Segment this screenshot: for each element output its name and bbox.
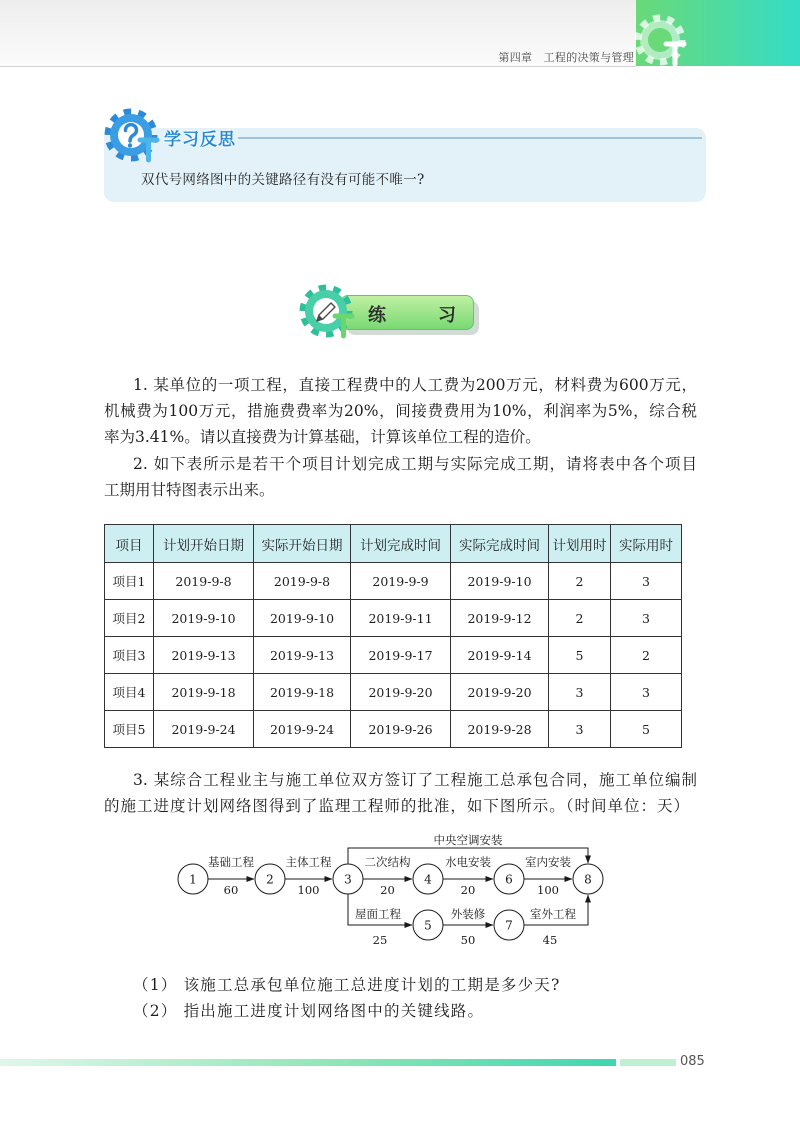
- table-header-cell: 实际开始日期: [254, 525, 351, 563]
- header-rule: [0, 66, 636, 67]
- node-6: [494, 864, 524, 894]
- gear-hub: [648, 28, 672, 52]
- footer-bar-end: [620, 1059, 676, 1066]
- table-cell: 2019-9-8: [154, 563, 254, 600]
- page-number: 085: [680, 1054, 705, 1069]
- table-row: [105, 600, 682, 637]
- table-body: [105, 563, 682, 748]
- activity-label: 基础工程: [208, 855, 254, 869]
- duration-label: 100: [297, 883, 320, 897]
- table-cell: 项目3: [105, 637, 154, 674]
- gear-icon: [632, 14, 692, 68]
- edge-5-7: [443, 907, 493, 947]
- reflection-title: 学习反思: [164, 130, 236, 150]
- table-cell: 2019-9-8: [254, 563, 351, 600]
- schedule-table: [104, 524, 682, 748]
- table-cell: 2019-9-24: [154, 711, 254, 748]
- node-number: 4: [424, 872, 432, 887]
- node-2: [255, 864, 285, 894]
- exercise-3-line: 的施工进度计划网络图得到了监理工程师的批准，如下图所示。（时间单位：天）: [104, 797, 689, 815]
- node-number: 6: [505, 872, 513, 887]
- node-number: 1: [189, 872, 197, 887]
- gear-question-icon: [100, 106, 164, 166]
- exercise-3-line: 3. 某综合工程业主与施工单位双方签订了工程施工总承包合同，施工单位编制: [133, 771, 697, 789]
- table-cell: 2019-9-28: [451, 711, 549, 748]
- table-row: [105, 637, 682, 674]
- table-cell: 3: [611, 674, 682, 711]
- activity-label: 水电安装: [445, 855, 491, 869]
- activity-label: 中央空调安装: [433, 833, 503, 847]
- duration-label: 20: [460, 883, 476, 897]
- chapter-title: 第四章 工程的决策与管理: [498, 51, 634, 64]
- table-header-cell: 计划开始日期: [154, 525, 254, 563]
- table-cell: 5: [549, 637, 611, 674]
- node-3: [333, 864, 363, 894]
- activity-label: 屋面工程: [355, 907, 401, 921]
- table-cell: 2019-9-26: [351, 711, 451, 748]
- table-cell: 项目4: [105, 674, 154, 711]
- table-cell: 2019-9-12: [451, 600, 549, 637]
- node-8: [573, 864, 603, 894]
- question-mark-dot: [128, 143, 132, 147]
- node-7: [494, 910, 524, 940]
- table-cell: 2019-9-10: [254, 600, 351, 637]
- edge-3-4: [363, 855, 412, 897]
- node-number: 7: [505, 918, 513, 933]
- duration-label: 45: [542, 933, 558, 947]
- exercise-1-line: 率为3.41%。请以直接费为计算基础，计算该单位工程的造价。: [104, 428, 541, 446]
- table-cell: 2019-9-20: [451, 674, 549, 711]
- duration-label: 60: [223, 883, 239, 897]
- table-cell: 3: [549, 711, 611, 748]
- activity-label: 主体工程: [285, 855, 332, 869]
- table-cell: 5: [611, 711, 682, 748]
- duration-label: 50: [460, 933, 476, 947]
- exercise-1-line: 1. 某单位的一项工程，直接工程费中的人工费为200万元，材料费为600万元，: [133, 376, 697, 394]
- table-header-cell: 项目: [105, 525, 154, 563]
- table-cell: 3: [611, 563, 682, 600]
- node-5: [413, 910, 443, 940]
- reflection-question: 双代号网络图中的关键路径有没有可能不唯一?: [141, 172, 425, 188]
- node-number: 8: [584, 872, 592, 887]
- table-header-row: [105, 525, 682, 563]
- table-cell: 项目2: [105, 600, 154, 637]
- table-cell: 2019-9-10: [154, 600, 254, 637]
- exercise-3: [104, 767, 697, 819]
- edge-1-2: [208, 855, 254, 897]
- table-cell: 2: [611, 637, 682, 674]
- network-diagram: [160, 828, 620, 950]
- duration-label: 20: [380, 883, 395, 897]
- table-cell: 2019-9-20: [351, 674, 451, 711]
- table-cell: 2019-9-18: [154, 674, 254, 711]
- table-cell: 2019-9-14: [451, 637, 549, 674]
- table-cell: 2019-9-18: [254, 674, 351, 711]
- footer-bar: [0, 1059, 616, 1066]
- exercise-2: [104, 451, 697, 503]
- table-cell: 3: [611, 600, 682, 637]
- table-row: [105, 711, 682, 748]
- activity-label: 外装修: [450, 907, 486, 921]
- table-head: [105, 525, 682, 563]
- exercise-2-line: 工期用甘特图表示出来。: [104, 481, 275, 499]
- table-header-cell: 计划完成时间: [351, 525, 451, 563]
- gear-pencil-icon: [297, 282, 357, 342]
- edge-2-3: [285, 855, 332, 897]
- node-4: [413, 864, 443, 894]
- node-1: [178, 864, 208, 894]
- activity-label: 室外工程: [530, 907, 576, 921]
- table-row: [105, 563, 682, 600]
- question-item: （1） 该施工总承包单位施工总进度计划的工期是多少天?: [133, 976, 561, 994]
- edge-4-6: [443, 855, 493, 897]
- table-cell: 项目5: [105, 711, 154, 748]
- table-cell: 2019-9-13: [254, 637, 351, 674]
- exercise-1: [104, 372, 697, 450]
- table-cell: 项目1: [105, 563, 154, 600]
- table-cell: 2019-9-13: [154, 637, 254, 674]
- edge-7-8: [524, 895, 588, 947]
- table-cell: 2019-9-24: [254, 711, 351, 748]
- edge-6-8: [524, 855, 572, 897]
- exercise-3-questions: [104, 972, 697, 1024]
- table-header-cell: 实际完成时间: [451, 525, 549, 563]
- table-cell: 2019-9-11: [351, 600, 451, 637]
- duration-label: 25: [372, 933, 388, 947]
- node-number: 2: [266, 872, 274, 887]
- exercise-2-line: 2. 如下表所示是若干个项目计划完成工期与实际完成工期，请将表中各个项目: [133, 455, 697, 473]
- node-number: 3: [344, 872, 352, 887]
- table-cell: 3: [549, 674, 611, 711]
- duration-label: 100: [537, 883, 559, 897]
- exercise-1-line: 机械费为100万元，措施费费率为20%，间接费费用为10%，利润率为5%，综合税: [104, 402, 697, 420]
- question-item: （2） 指出施工进度计划网络图中的关键线路。: [133, 1002, 485, 1020]
- edge-3-5: [348, 894, 412, 947]
- table-cell: 2: [549, 563, 611, 600]
- table-cell: 2019-9-9: [351, 563, 451, 600]
- practice-title: 练习: [368, 305, 508, 326]
- table-cell: 2: [549, 600, 611, 637]
- table-cell: 2019-9-17: [351, 637, 451, 674]
- table-header-cell: 计划用时: [549, 525, 611, 563]
- activity-label: 室内安装: [525, 855, 571, 869]
- table-row: [105, 674, 682, 711]
- table-cell: 2019-9-10: [451, 563, 549, 600]
- node-number: 5: [424, 918, 432, 933]
- table-header-cell: 实际用时: [611, 525, 682, 563]
- reflection-title-rule: [238, 137, 702, 139]
- activity-label: 二次结构: [364, 855, 411, 869]
